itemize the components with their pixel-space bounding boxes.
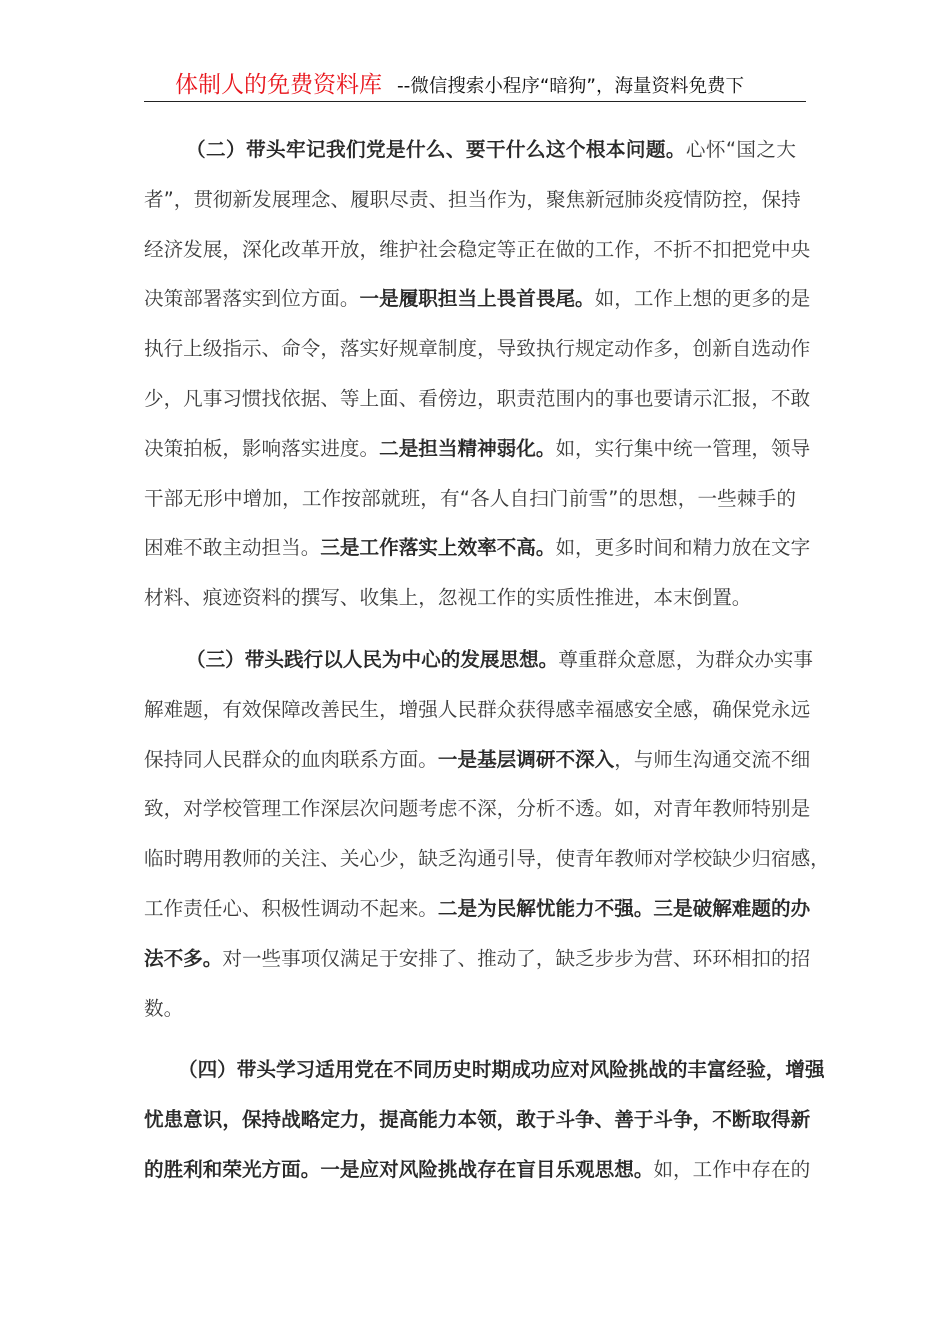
text-run: 者”，贯彻新发展理念、履职尽责、担当作为，聚焦新冠肺炎疫情防控，保持: [144, 187, 801, 211]
text-run: 如，工作中存在的: [653, 1157, 811, 1181]
text-run: 困难不敢主动担当。: [144, 536, 321, 560]
watermark-header: [144, 68, 806, 102]
text-line: [144, 1105, 811, 1135]
text-run: 经济发展，深化改革开放，维护社会稳定等正在做的工作，不折不扣把党中央: [144, 237, 811, 261]
text-run: 如，工作上想的更多的是: [594, 287, 811, 311]
text-run: 材料、痕迹资料的撰写、收集上，忽视工作的实质性推进，本末倒置。: [144, 586, 752, 610]
text-line: [144, 894, 811, 924]
text-run: 保持同人民群众的血肉联系方面。: [144, 747, 438, 771]
text-line: [178, 1055, 825, 1085]
text-line: [144, 533, 811, 563]
text-run: 对一些事项仅满足于安排了、推动了，缺乏步步为营、环环相扣的招: [222, 946, 811, 970]
text-run: 少，凡事习惯找依据、等上面、看傍边，职责范围内的事也要请示汇报，不敢: [144, 387, 811, 410]
text-line: [186, 135, 796, 165]
text-line: [186, 645, 813, 675]
bold-text: 法不多。: [144, 946, 223, 970]
text-line: [144, 944, 811, 974]
bold-text: （三）带头践行以人民为中心的发展思想。: [186, 648, 559, 671]
text-line: [144, 695, 811, 725]
text-line: [144, 994, 796, 1024]
bold-text: 一是基层调研不深入: [437, 747, 615, 771]
text-line: [144, 334, 811, 364]
text-line: [144, 484, 796, 514]
header-brand: 体制人的免费资料库: [175, 72, 382, 98]
text-line: [144, 844, 830, 874]
text-run: 工作责任心、积极性调动不起来。: [144, 897, 438, 920]
bold-text: （四）带头学习适用党在不同历史时期成功应对风险挑战的丰富经验，增强: [178, 1058, 825, 1081]
text-run: 如，更多时间和精力放在文字: [555, 536, 811, 560]
text-line: [144, 794, 811, 824]
text-run: 解难题，有效保障改善民生，增强人民群众获得感幸福感安全感，确保党永远: [144, 697, 811, 721]
text-run: 心怀“国之大: [685, 138, 796, 161]
bold-text: （二）带头牢记我们党是什么、要干什么这个根本问题。: [186, 138, 686, 161]
bold-text: 二是担当精神弱化。: [379, 436, 556, 460]
text-line: [144, 284, 811, 314]
bold-text: 三是工作落实上效率不高。: [320, 536, 556, 560]
text-run: 干部无形中增加，工作按部就班，有“各人自扫门前雪”的思想，一些棘手的: [144, 486, 796, 510]
text-run: 执行上级指示、命令，落实好规章制度，导致执行规定动作多，创新自选动作: [144, 337, 811, 361]
text-line: [144, 434, 811, 464]
text-run: 决策拍板，影响落实进度。: [144, 436, 380, 460]
text-run: 致，对学校管理工作深层次问题考虑不深，分析不透。如，对青年教师特别是: [144, 797, 811, 821]
text-run: 尊重群众意愿，为群众办实事: [558, 648, 813, 671]
bold-text: 一是履职担当上畏首畏尾。: [359, 287, 595, 311]
bold-text: 忧患意识，保持战略定力，提高能力本领，敢于斗争、善于斗争，不断取得新: [144, 1107, 811, 1131]
text-run: 如，实行集中统一管理，领导: [555, 436, 811, 460]
bold-text: 的胜利和荣光方面。一是应对风险挑战存在盲目乐观思想。: [144, 1157, 654, 1181]
text-run: 临时聘用教师的关注、关心少，缺乏沟通引导，使青年教师对学校缺少归宿感，: [144, 847, 830, 871]
text-run: ，与师生沟通交流不细: [614, 747, 811, 771]
text-run: 数。: [144, 996, 184, 1020]
header-slogan: --微信搜索小程序“暗狗”，海量资料免费下: [397, 76, 745, 97]
text-line: [144, 235, 811, 265]
text-line: [144, 745, 811, 775]
text-line: [144, 583, 796, 613]
text-run: 决策部署落实到位方面。: [144, 287, 360, 311]
text-line: [144, 185, 801, 215]
text-line: [144, 384, 811, 414]
bold-text: 二是为民解忧能力不强。三是破解难题的办: [437, 897, 811, 920]
text-line: [144, 1155, 811, 1185]
